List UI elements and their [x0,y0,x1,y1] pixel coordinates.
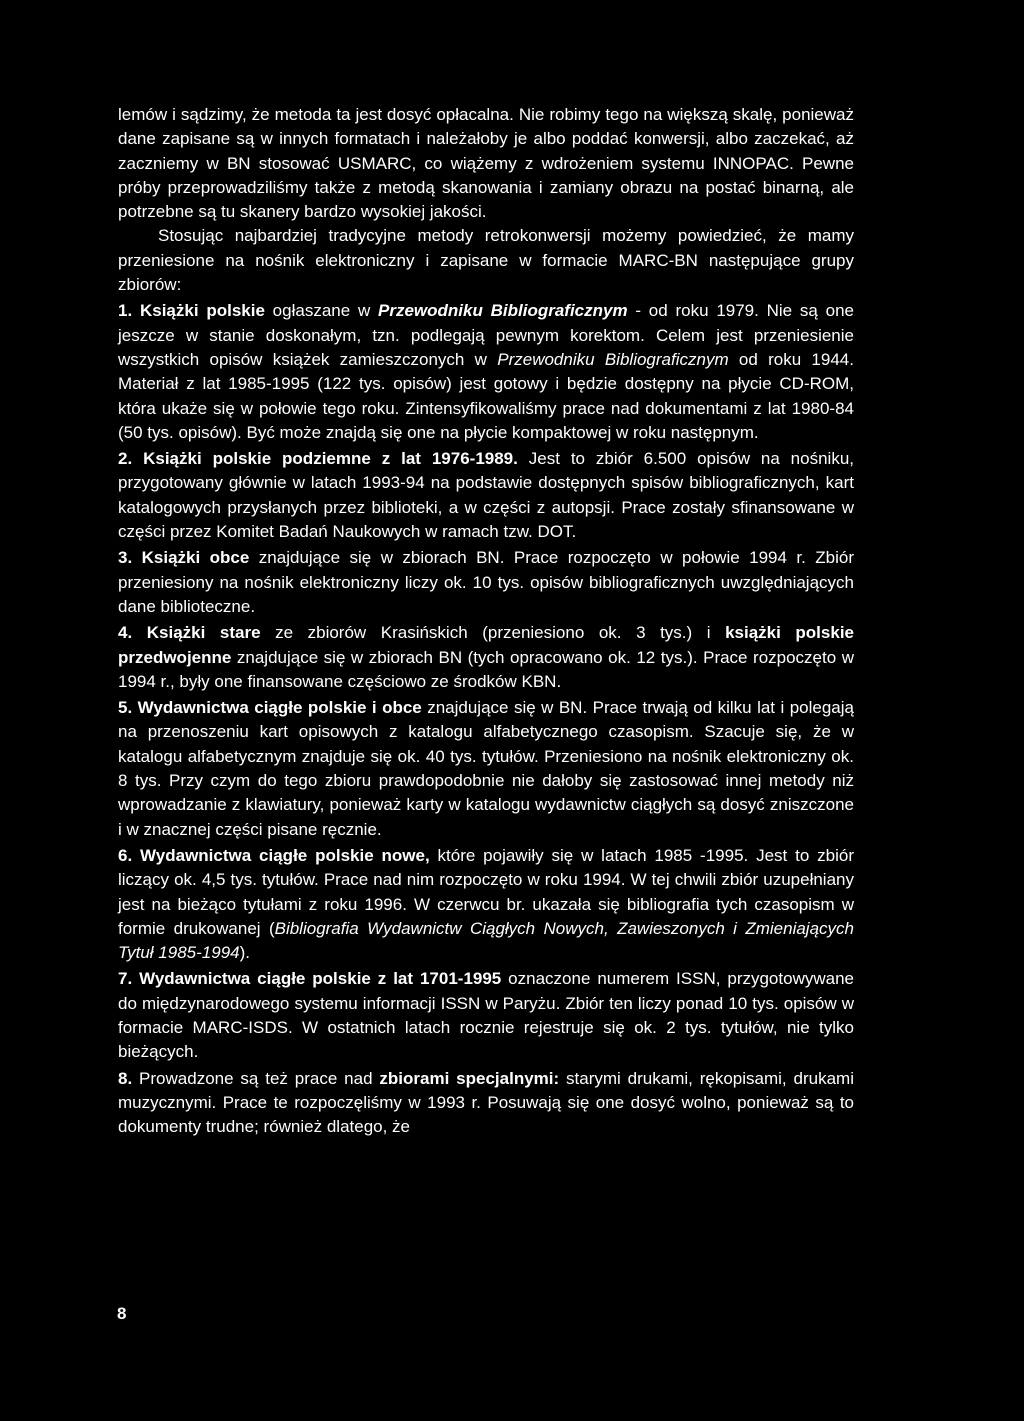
item-text: znajdujące się w BN. Prace trwają od kilku lat i polegają na przenoszeniu kart opisowych z katalogu alfabetycznego czasopism. Szacuje się, że w katalogu alfabetycznym znajduje się ok. 40 tys. tytułów. Przeniesiono na nośnik elektroniczny ok. 8 tys. Przy czym do tego zbioru prawdopodobnie nie dałoby się zastosować innej metody niż wprowadzanie z klawiatury, ponieważ karty w katalogu wydawnictw ciągłych są dosyć zniszczone i w znacznej części pisane ręcznie. [118,698,854,839]
item-text: ze zbiorów Krasińskich (przeniesiono ok. 3 tys.) i [260,623,726,643]
document-page [118,103,854,1139]
item-heading: zbiorami specjalnymi: [379,1068,560,1088]
item-text: Jest to zbiór 6.500 opisów na nośniku, przygotowany głównie w latach 1993-94 na podstawie dostępnych spisów bibliograficznych, kart katalogowych przysłanych przez biblioteki, a w części z autopsji. Prace zostały sfinansowane w części przez Komitet Badań Naukowych w ramach tzw. DOT. [118,449,855,542]
item-number: 4. [118,623,133,643]
item-text: - od roku 1979. Nie są one jeszcze w stanie doskonałym, tzn. podlegają pewnym korektom. Celem jest przeniesienie wszystkich opisów książek zamieszczonych w [118,301,854,369]
item-text: znajdujące się w zbiorach BN. Prace rozpoczęto w połowie 1994 r. Zbiór przeniesiony na nośnik elektroniczny liczy ok. 10 tys. opisów bibliograficznych uwzględniających dane biblioteczne. [118,548,854,616]
item-text: oznaczone numerem ISSN, przygotowywane do międzynarodowego systemu informacji ISSN w Paryżu. Zbiór ten liczy ponad 10 tys. opisów w formacie MARC-ISDS. W ostatnich latach rocznie rejestruje się ok. 2 tys. tytułów, nie tylko bieżących. [118,969,854,1062]
item-text: Prowadzone są też prace nad [132,1068,380,1088]
list-item-3 [118,546,854,619]
item-number: 8. [118,1068,133,1088]
paragraph-intro: lemów i sądzimy, że metoda ta jest dosyć opłacalna. Nie robimy tego na większą skalę, ponieważ dane zapisane są w innych formatach i należałoby je albo poddać konwersji, albo zaczekać, aż zaczniemy w BN stosować USMARC, co wiążemy z wdrożeniem systemu INNOPAC. Pewne próby przeprowadziliśmy także z metodą skanowania i zamiany obrazu na postać binarną, ale potrzebne są tu skanery bardzo wysokiej jakości. [118,105,854,222]
item-heading: Książki stare [146,623,261,643]
item-heading: Książki obce [141,548,250,568]
item-title-bold-italic: Przewodniku Bibliograficznym [378,301,628,321]
item-heading: Wydawnictwa ciągłe polskie z lat 1701-1995 [139,969,502,989]
list-item-6 [118,844,854,965]
item-title-italic: Bibliografia Wydawnictw Ciągłych Nowych, Zawieszonych i Zmieniających Tytuł 1985-1994 [118,918,854,963]
item-number: 6. [118,845,133,865]
item-heading: Książki polskie podziemne z lat 1976-1989. [143,449,518,469]
list-item-1 [118,299,854,445]
list-item-7 [118,967,854,1064]
list-item-8 [118,1067,854,1140]
list-item-4 [118,621,854,694]
item-text: ). [239,943,250,963]
item-number: 5. [118,698,133,718]
item-text: które pojawiły się w latach 1985 -1995. Jest to zbiór liczący ok. 4,5 tys. tytułów. Prace nad nim rozpoczęto w roku 1994. W tej chwili zbiór uzupełniany jest na bieżąco tytułami z roku 1996. W czerwcu br. ukazała się bibliografia tych czasopism w formie drukowanej ( [118,845,854,938]
item-title-italic: Przewodniku Bibliograficznym [497,349,729,369]
item-heading: Wydawnictwa ciągłe polskie i obce [137,698,422,718]
item-number: 3. [118,548,133,568]
item-heading: Książki polskie [139,301,265,321]
item-text: starymi drukami, rękopisami, drukami muzycznymi. Prace te rozpoczęliśmy w 1993 r. Posuwają się one dosyć wolno, ponieważ są to dokumenty trudne; również dlatego, że [118,1068,854,1137]
item-heading: Wydawnictwa ciągłe polskie nowe, [140,845,430,865]
item-text: znajdujące się w zbiorach BN (tych opracowano ok. 12 tys.). Prace rozpoczęto w 1994 r., były one finansowane częściowo ze środków KBN. [118,647,854,691]
item-number: 7. [118,969,133,989]
item-number: 1. [118,301,133,321]
paragraph-retroconversion: Stosując najbardziej tradycyjne metody retrokonwersji możemy powiedzieć, że mamy przeniesione na nośnik elektroniczny i zapisane w formacie MARC-BN następujące grupy zbiorów: [118,226,854,295]
page-number: 8 [117,1304,127,1323]
list-item-2 [118,447,854,544]
item-text: od roku 1944. Materiał z lat 1985-1995 (122 tys. opisów) jest gotowy i będzie dostępny na płycie CD-ROM, która ukaże się w połowie tego roku. Zintensyfikowaliśmy prace nad dokumentami z lat 1980-84 (50 tys. opisów). Być może znajdą się one na płycie kompaktowej w roku następnym. [118,349,854,442]
item-text: ogłaszane w [264,301,378,321]
item-number: 2. [118,449,133,469]
list-item-5 [118,696,854,842]
item-heading-secondary: książki polskie przedwojenne [118,623,854,667]
